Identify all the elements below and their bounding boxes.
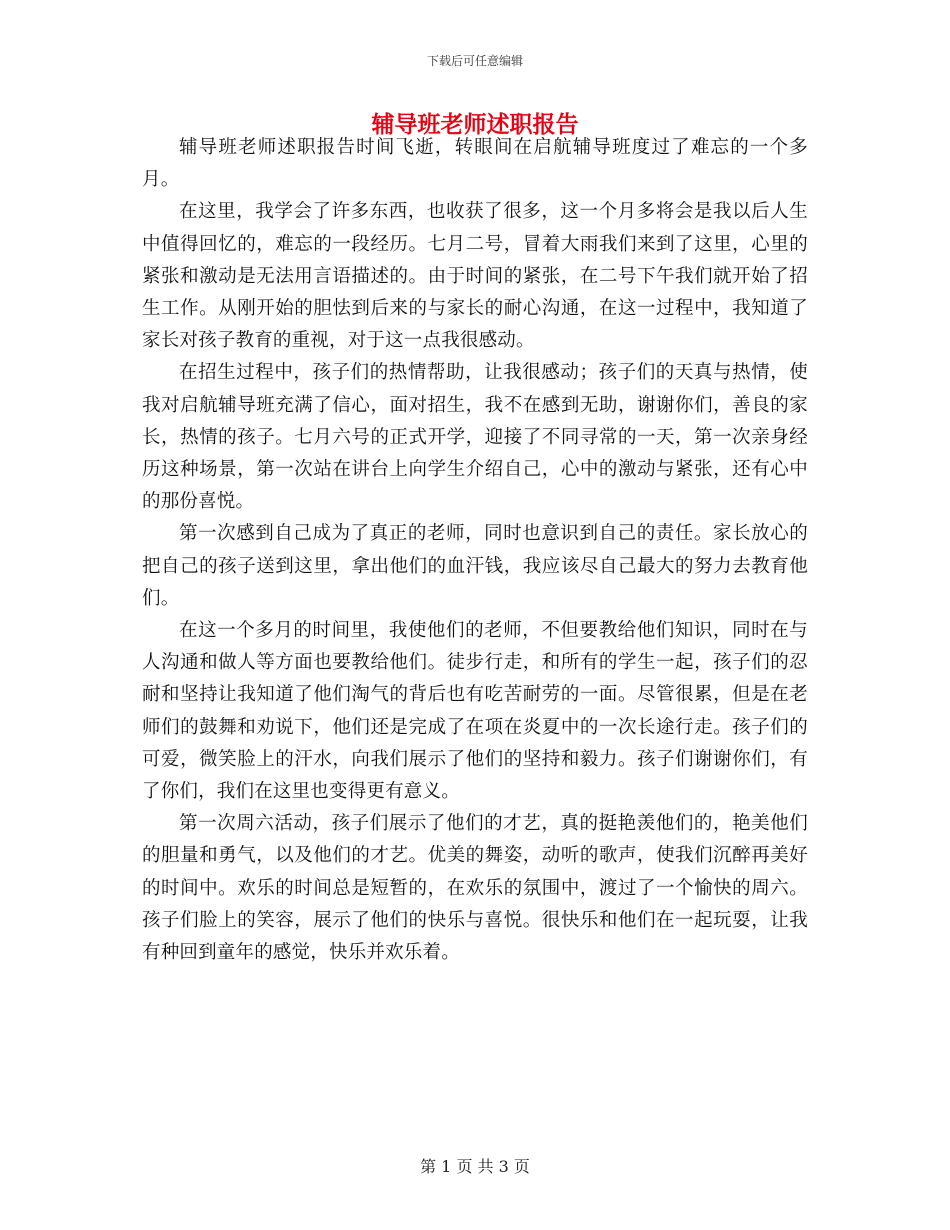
paragraph-3: 在招生过程中，孩子们的热情帮助，让我很感动；孩子们的天真与热情，使我对启航辅导班充满了信心，面对招生，我不在感到无助，谢谢你们，善良的家长，热情的孩子。七月六号的正式开学，迎接了不同寻常的一天，第一次亲身经历这种场景，第一次站在讲台上向学生介绍自己，心中的激动与紧张，还有心中的那份喜悦。 xyxy=(142,362,808,513)
page-number: 第 1 页 共 3 页 xyxy=(420,1157,530,1176)
paragraph-2: 在这里，我学会了许多东西，也收获了很多，这一个月多将会是我以后人生中值得回忆的，难忘的一段经历。七月二号，冒着大雨我们来到了这里，心里的紧张和激动是无法用言语描述的。由于时间的紧张，在二号下午我们就开始了招生工作。从刚开始的胆怯到后来的与家长的耐心沟通，在这一过程中，我知道了家长对孩子教育的重视，对于这一点我很感动。 xyxy=(142,201,808,352)
document-body xyxy=(142,132,808,969)
paragraph-5: 在这一个多月的时间里，我使他们的老师，不但要教给他们知识，同时在与人沟通和做人等方面也要教给他们。徒步行走，和所有的学生一起，孩子们的忍耐和坚持让我知道了他们淘气的背后也有吃苦耐劳的一面。尽管很累，但是在老师们的鼓舞和劝说下，他们还是完成了在项在炎夏中的一次长途行走。孩子们的可爱，微笑脸上的汗水，向我们展示了他们的坚持和毅力。孩子们谢谢你们，有了你们，我们在这里也变得更有意义。 xyxy=(142,620,808,803)
page-header-note: 下载后可任意编辑 xyxy=(426,54,523,68)
paragraph-6: 第一次周六活动，孩子们展示了他们的才艺，真的挺艳羡他们的，艳美他们的胆量和勇气，以及他们的才艺。优美的舞姿，动听的歌声，使我们沉醉再美好的时间中。欢乐的时间总是短暂的，在欢乐的氛围中，渡过了一个愉快的周六。孩子们脸上的笑容，展示了他们的快乐与喜悦。很快乐和他们在一起玩耍，让我有种回到童年的感觉，快乐并欢乐着。 xyxy=(142,813,808,964)
document-title: 辅导班老师述职报告 xyxy=(371,112,579,138)
paragraph-4: 第一次感到自己成为了真正的老师，同时也意识到自己的责任。家长放心的把自己的孩子送到这里，拿出他们的血汗钱，我应该尽自己最大的努力去教育他们。 xyxy=(142,523,808,609)
paragraph-1: 辅导班老师述职报告时间飞逝，转眼间在启航辅导班度过了难忘的一个多月。 xyxy=(142,137,808,191)
